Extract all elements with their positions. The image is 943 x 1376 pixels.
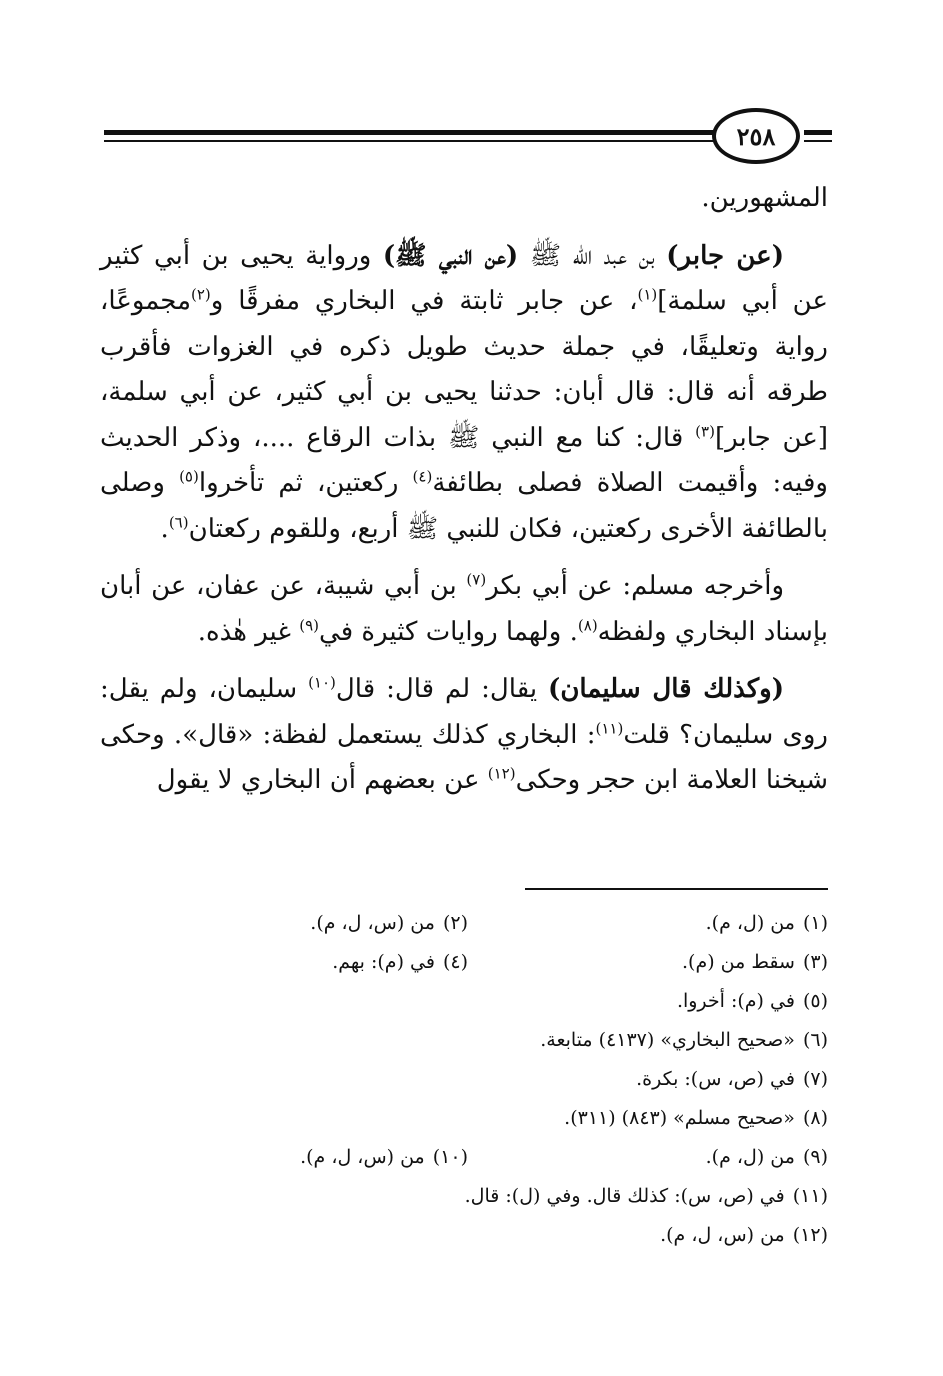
footnote-separator — [525, 888, 828, 890]
footnote-3: (٣)سقط من (م). — [682, 951, 828, 973]
text-run: . — [160, 513, 169, 544]
footnote-ref: (١٠) — [308, 673, 336, 692]
footnote-ref: (٦) — [168, 512, 189, 531]
footnote-7: (٧)في (ص، س): بكرة. — [636, 1068, 828, 1090]
main-text — [100, 176, 828, 804]
footnote-11: (١١)في (ص، س): كذلك قال. وفي (ل): قال. — [464, 1185, 828, 1207]
opening-line: المشهورين. — [701, 183, 828, 213]
header-rule-thick — [104, 130, 714, 135]
footnote-2: (٢)من (س، ل، م). — [310, 912, 468, 934]
text-run: مجموعًا، رواية وتعليقًا، في جملة حديث طويل ذكره في الغزوات فأقرب طرقه أنه قال: قال أبان: حدثنا يحيى بن أبي كثير، عن أبي سلمة، [عن جابر] — [100, 286, 828, 453]
footnote-10: (١٠)من (س، ل، م). — [300, 1146, 468, 1168]
footnote-6: (٦)«صحيح البخاري» (٤١٣٧) متابعة. — [540, 1029, 828, 1051]
text-run: : البخاري كذلك يستعمل لفظة: «قال». وحكى شيخنا العلامة ابن حجر وحكى — [100, 719, 828, 795]
footnote-ref: (٢) — [191, 285, 211, 304]
header-rule-thin — [104, 140, 714, 142]
quoted-phrase: (عن جابر) — [666, 240, 784, 271]
quoted-phrase: (وكذلك قال سليمان) — [548, 674, 784, 704]
footnote-row — [100, 904, 828, 943]
text-run: وصلى بالطائفة الأخرى ركعتين، فكان للنبي ﷺ أربع، وللقوم ركعتان — [100, 468, 828, 544]
footnote-ref: (٥) — [179, 467, 199, 486]
footnote-ref: (٣) — [695, 421, 715, 440]
paragraph-1 — [100, 234, 828, 553]
footnotes — [100, 904, 828, 1255]
footnote-ref: (١٢) — [487, 764, 516, 783]
quoted-phrase: (عن النبي ﷺ) — [382, 240, 519, 271]
footnote-9: (٩)من (ل، م). — [705, 1146, 828, 1168]
footnote-ref: (٩) — [299, 615, 320, 634]
footnote-row — [100, 1138, 828, 1177]
footnote-row — [100, 943, 828, 982]
text-run: غير هٰذه. — [197, 616, 300, 647]
text-run: بن أبي شيبة، عن عفان، عن أبان بإسناد البخاري ولفظه — [100, 571, 828, 647]
text-run: يقال: لم قال: قال — [335, 674, 549, 704]
text-run: ، عن جابر ثابتة في البخاري مفرقًا و — [210, 286, 638, 316]
page-header — [104, 108, 826, 168]
footnote-8: (٨)«صحيح مسلم» (٨٤٣) (٣١١). — [564, 1107, 828, 1129]
footnote-4: (٤)في (م): بهم. — [332, 951, 468, 973]
text-run: . ولهما روايات كثيرة في — [319, 616, 578, 647]
paragraph-3 — [100, 667, 828, 804]
text-run: ركعتين، ثم تأخروا — [198, 468, 413, 498]
text-run: ورواية يحيى بن أبي كثير عن أبي سلمة] — [100, 240, 828, 316]
footnote-1: (١)من (ل، م). — [705, 912, 828, 934]
footnote-ref: (٨) — [577, 615, 598, 634]
header-rule-right-thick — [804, 130, 832, 135]
header-rule-right-thin — [804, 140, 832, 142]
footnote-ref: (٧) — [466, 570, 487, 589]
text-run: سليمان، ولم يقل: روى سليمان؟ قلت — [100, 674, 828, 750]
footnote-5: (٥)في (م): أخروا. — [676, 990, 828, 1012]
footnote-ref: (١١) — [595, 718, 624, 737]
paragraph-2 — [100, 564, 828, 655]
footnote-ref: (٤) — [412, 467, 433, 486]
text-run: بن عبد الله ﷺ — [518, 240, 667, 271]
footnote-12: (١٢)من (س، ل، م). — [660, 1224, 828, 1246]
text-run: قال: كنا مع النبي ﷺ بذات الرقاع ....، وذكر الحديث وفيه: وأقيمت الصلاة فصلى بطائفة — [100, 422, 828, 498]
text-run: وأخرجه مسلم: عن أبي بكر — [486, 571, 785, 601]
footnote-ref: (١) — [637, 285, 658, 304]
text-run: عن بعضهم أن البخاري لا يقول — [156, 765, 488, 795]
page-number: ٢٥٨ — [712, 108, 800, 164]
